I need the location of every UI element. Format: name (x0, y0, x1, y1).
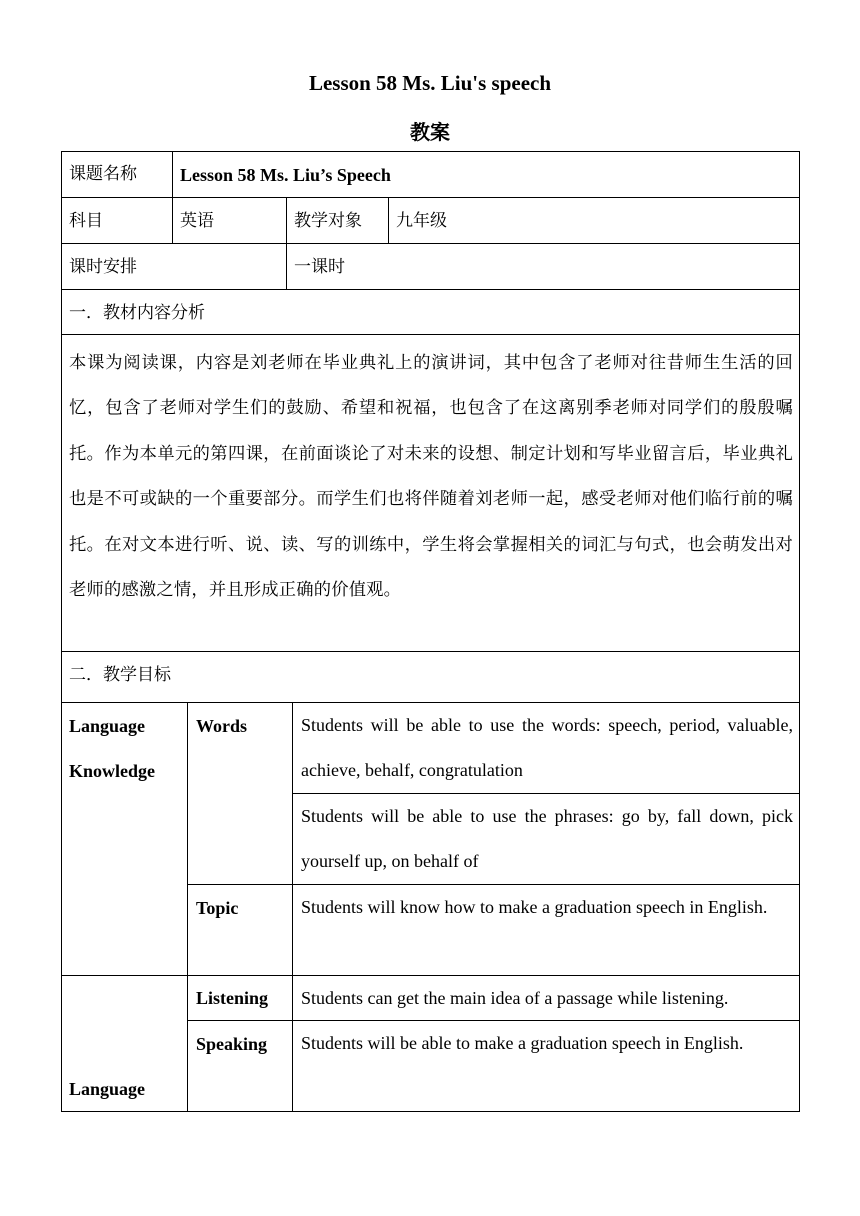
period-row (61, 243, 800, 290)
section2-heading: 二．教学目标 (69, 665, 171, 685)
divider (388, 197, 389, 244)
words-label: Words (196, 716, 248, 736)
course-value: Lesson 58 Ms. Liu’s Speech (180, 165, 391, 185)
audience-value: 九年级 (396, 211, 447, 231)
course-label: 课题名称 (69, 164, 137, 184)
speaking-objective: Students will be able to make a graduation speech in English. (301, 1033, 744, 1053)
document-subtitle: 教案 (410, 120, 450, 144)
document-title: Lesson 58 Ms. Liu's speech (308, 71, 552, 95)
subject-label: 科目 (69, 211, 103, 231)
audience-label: 教学对象 (294, 211, 362, 231)
topic-label: Topic (196, 898, 239, 918)
period-label: 课时安排 (69, 257, 137, 277)
language-skills-label: Language (69, 1079, 146, 1099)
topic-objective: Students will know how to make a graduation speech in English. (301, 897, 768, 917)
divider (292, 702, 293, 1112)
listening-objective: Students can get the main idea of a passage while listening. (301, 988, 729, 1008)
listening-label: Listening (196, 988, 269, 1008)
language-knowledge-label-1: Language (69, 716, 146, 736)
divider (187, 702, 188, 1112)
language-knowledge-label-2: Knowledge (69, 761, 156, 781)
section1-body: 本课为阅读课，内容是刘老师在毕业典礼上的演讲词，其中包含了老师对往昔师生生活的回忆，包含了老师对学生们的鼓励、希望和祝福，也包含了在这离别季老师对同学们的殷殷嘱托。作为本单元的第四课，在前面谈论了对未来的设想、制定计划和写毕业留言后，毕业典礼也是不可或缺的一个重要部分。而学生们也将伴随着刘老师一起，感受老师对他们临行前的嘱托。在对文本进行听、说、读、写的训练中，学生将会掌握相关的词汇与句式，也会萌发出对老师的感激之情，并且形成正确的价值观。 (69, 353, 793, 601)
words-objective-2: Students will be able to use the phrases: go by, fall down, pick yourself up, on behalf of (301, 806, 793, 871)
section2-heading-row (61, 651, 800, 703)
divider (172, 197, 173, 244)
subject-value: 英语 (180, 211, 214, 231)
section1-heading: 一．教材内容分析 (69, 303, 205, 323)
words-objective-1: Students will be able to use the words: speech, period, valuable, achieve, behalf, congratulation (301, 715, 793, 780)
period-value: 一课时 (294, 257, 345, 277)
speaking-label: Speaking (196, 1034, 268, 1054)
divider (172, 151, 173, 198)
